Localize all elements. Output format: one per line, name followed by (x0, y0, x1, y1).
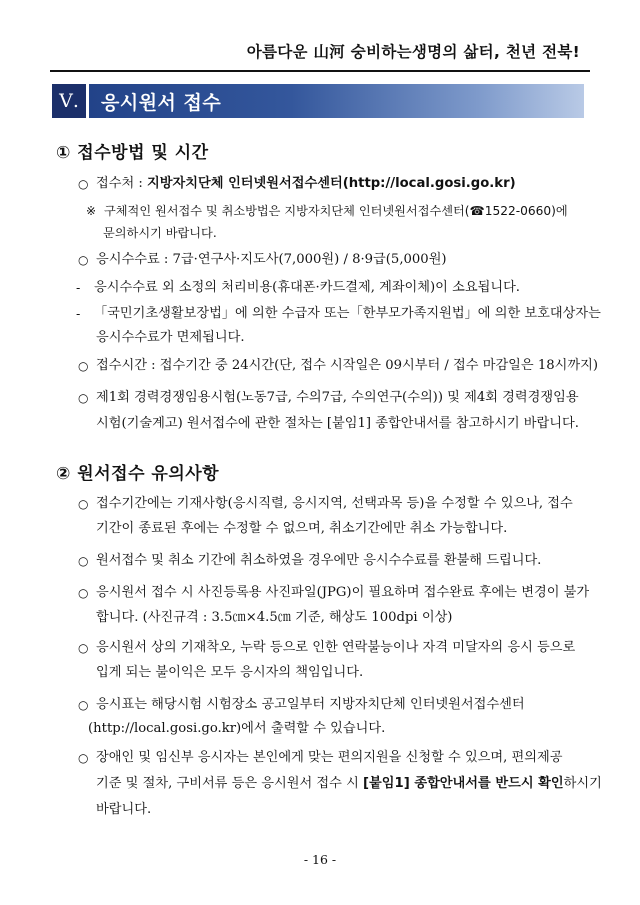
item-text-part: 하시기 (563, 776, 602, 791)
header-slogan: 아름다운 山河 숭비하는생명의 삶터, 천년 전북! (246, 43, 580, 61)
item-text: 응시원서 상의 기재착오, 누락 등으로 인한 연락불능이나 자격 미달자의 응시 등으로 (96, 640, 576, 655)
note-line: 구체적인 원서접수 및 취소방법은 지방자치단체 인터넷원서접수센터(☎1522-0660)에 (104, 204, 568, 218)
time-text: 접수시간 : 접수기간 중 24시간(단, 접수 시작일은 09시부터 / 접수 마감일은 18시까지) (96, 358, 598, 373)
list-item (78, 490, 588, 518)
fee-text: 응시수수료 : 7급·연구사·지도사(7,000원) / 8·9급(5,000원) (96, 252, 447, 267)
bullet-circle: ○ (78, 497, 89, 511)
emphasis-text: [붙임1] 종합안내서를 반드시 확인 (363, 776, 564, 791)
item-text-cont: 바랍니다. (96, 802, 152, 817)
section2-title: ② 원서접수 유의사항 (56, 464, 220, 484)
list-item-where (78, 170, 588, 198)
item-text-cont: (http://local.gosi.go.kr)에서 출력할 수 있습니다. (88, 721, 386, 736)
item-text-cont: 기간이 종료된 후에는 수정할 수 없으며, 취소기간에만 취소 가능합니다. (96, 521, 508, 536)
bullet-circle: ○ (78, 641, 89, 655)
dash-text: 「국민기초생활보장법」에 의한 수급자 또는「한부모가족지원법」에 의한 보호대상자는 (94, 306, 601, 321)
item-text: 원서접수 및 취소 기간에 취소하였을 경우에만 응시수수료를 환불해 드립니다. (96, 553, 542, 568)
list-item-dash (76, 274, 586, 302)
bullet-dash: - (76, 281, 81, 295)
item-text: 장애인 및 임신부 응시자는 본인에게 맞는 편의지원을 신청할 수 있으며, 편의제공 (96, 750, 563, 765)
note-line: 문의하시기 바랍니다. (103, 226, 217, 240)
bullet-circle: ○ (78, 554, 89, 568)
list-item (78, 634, 588, 662)
item-text-part: 기준 및 절차, 구비서류 등은 응시원서 접수 시 (96, 776, 364, 791)
bullet-circle: ○ (78, 253, 89, 267)
bullet-circle: ○ (78, 177, 89, 191)
bullet-circle: ○ (78, 391, 89, 405)
career-text: 제1회 경력경쟁임용시험(노동7급, 수의7급, 수의연구(수의)) 및 제4회 경력경쟁임용 (96, 390, 579, 405)
header-rule (50, 70, 590, 72)
banner-title: 응시원서 접수 (101, 91, 222, 114)
bullet-dash: - (76, 307, 81, 321)
item-text: 응시원서 접수 시 사진등록용 사진파일(JPG)이 필요하며 접수완료 후에는 변경이 불가 (96, 585, 590, 600)
career-text-cont: 시험(기술계고) 원서접수에 관한 절차는 [붙임1] 종합안내서를 참고하시기 바랍니다. (96, 416, 579, 431)
list-item-time (78, 352, 598, 380)
dash-text: 응시수수료 외 소정의 처리비용(휴대폰·카드결제, 계좌이체)이 소요됩니다. (94, 280, 520, 295)
bullet-circle: ○ (78, 586, 89, 600)
list-item (78, 744, 588, 772)
item-text: 접수기간에는 기재사항(응시직렬, 응시지역, 선택과목 등)을 수정할 수 있으나, 접수 (96, 496, 573, 511)
list-item (78, 579, 588, 607)
section-banner (52, 84, 584, 118)
list-item (78, 547, 588, 575)
item-text: 응시표는 해당시험 시험장소 공고일부터 지방자치단체 인터넷원서접수센터 (96, 697, 525, 712)
bullet-circle: ○ (78, 751, 89, 765)
dash-text-cont: 응시수수료가 면제됩니다. (96, 330, 245, 345)
item-text-cont: 입게 되는 불이익은 모두 응시자의 책임입니다. (96, 665, 364, 680)
list-item-career (78, 384, 588, 412)
list-item-fee (78, 246, 588, 274)
item-text-cont: 합니다. (사진규격 : 3.5㎝×4.5㎝ 기준, 해상도 100dpi 이상) (96, 610, 453, 625)
where-value: 지방자치단체 인터넷원서접수센터(http://local.gosi.go.kr) (147, 176, 516, 191)
page-number: - 16 - (303, 852, 337, 867)
note-marker: ※ (86, 204, 97, 218)
item-text-cont (96, 770, 602, 798)
where-label: 접수처 : (96, 176, 148, 191)
bullet-circle: ○ (78, 359, 89, 373)
section1-title: ① 접수방법 및 시간 (56, 143, 209, 163)
banner-number: Ⅴ. (52, 84, 89, 118)
bullet-circle: ○ (78, 698, 89, 712)
